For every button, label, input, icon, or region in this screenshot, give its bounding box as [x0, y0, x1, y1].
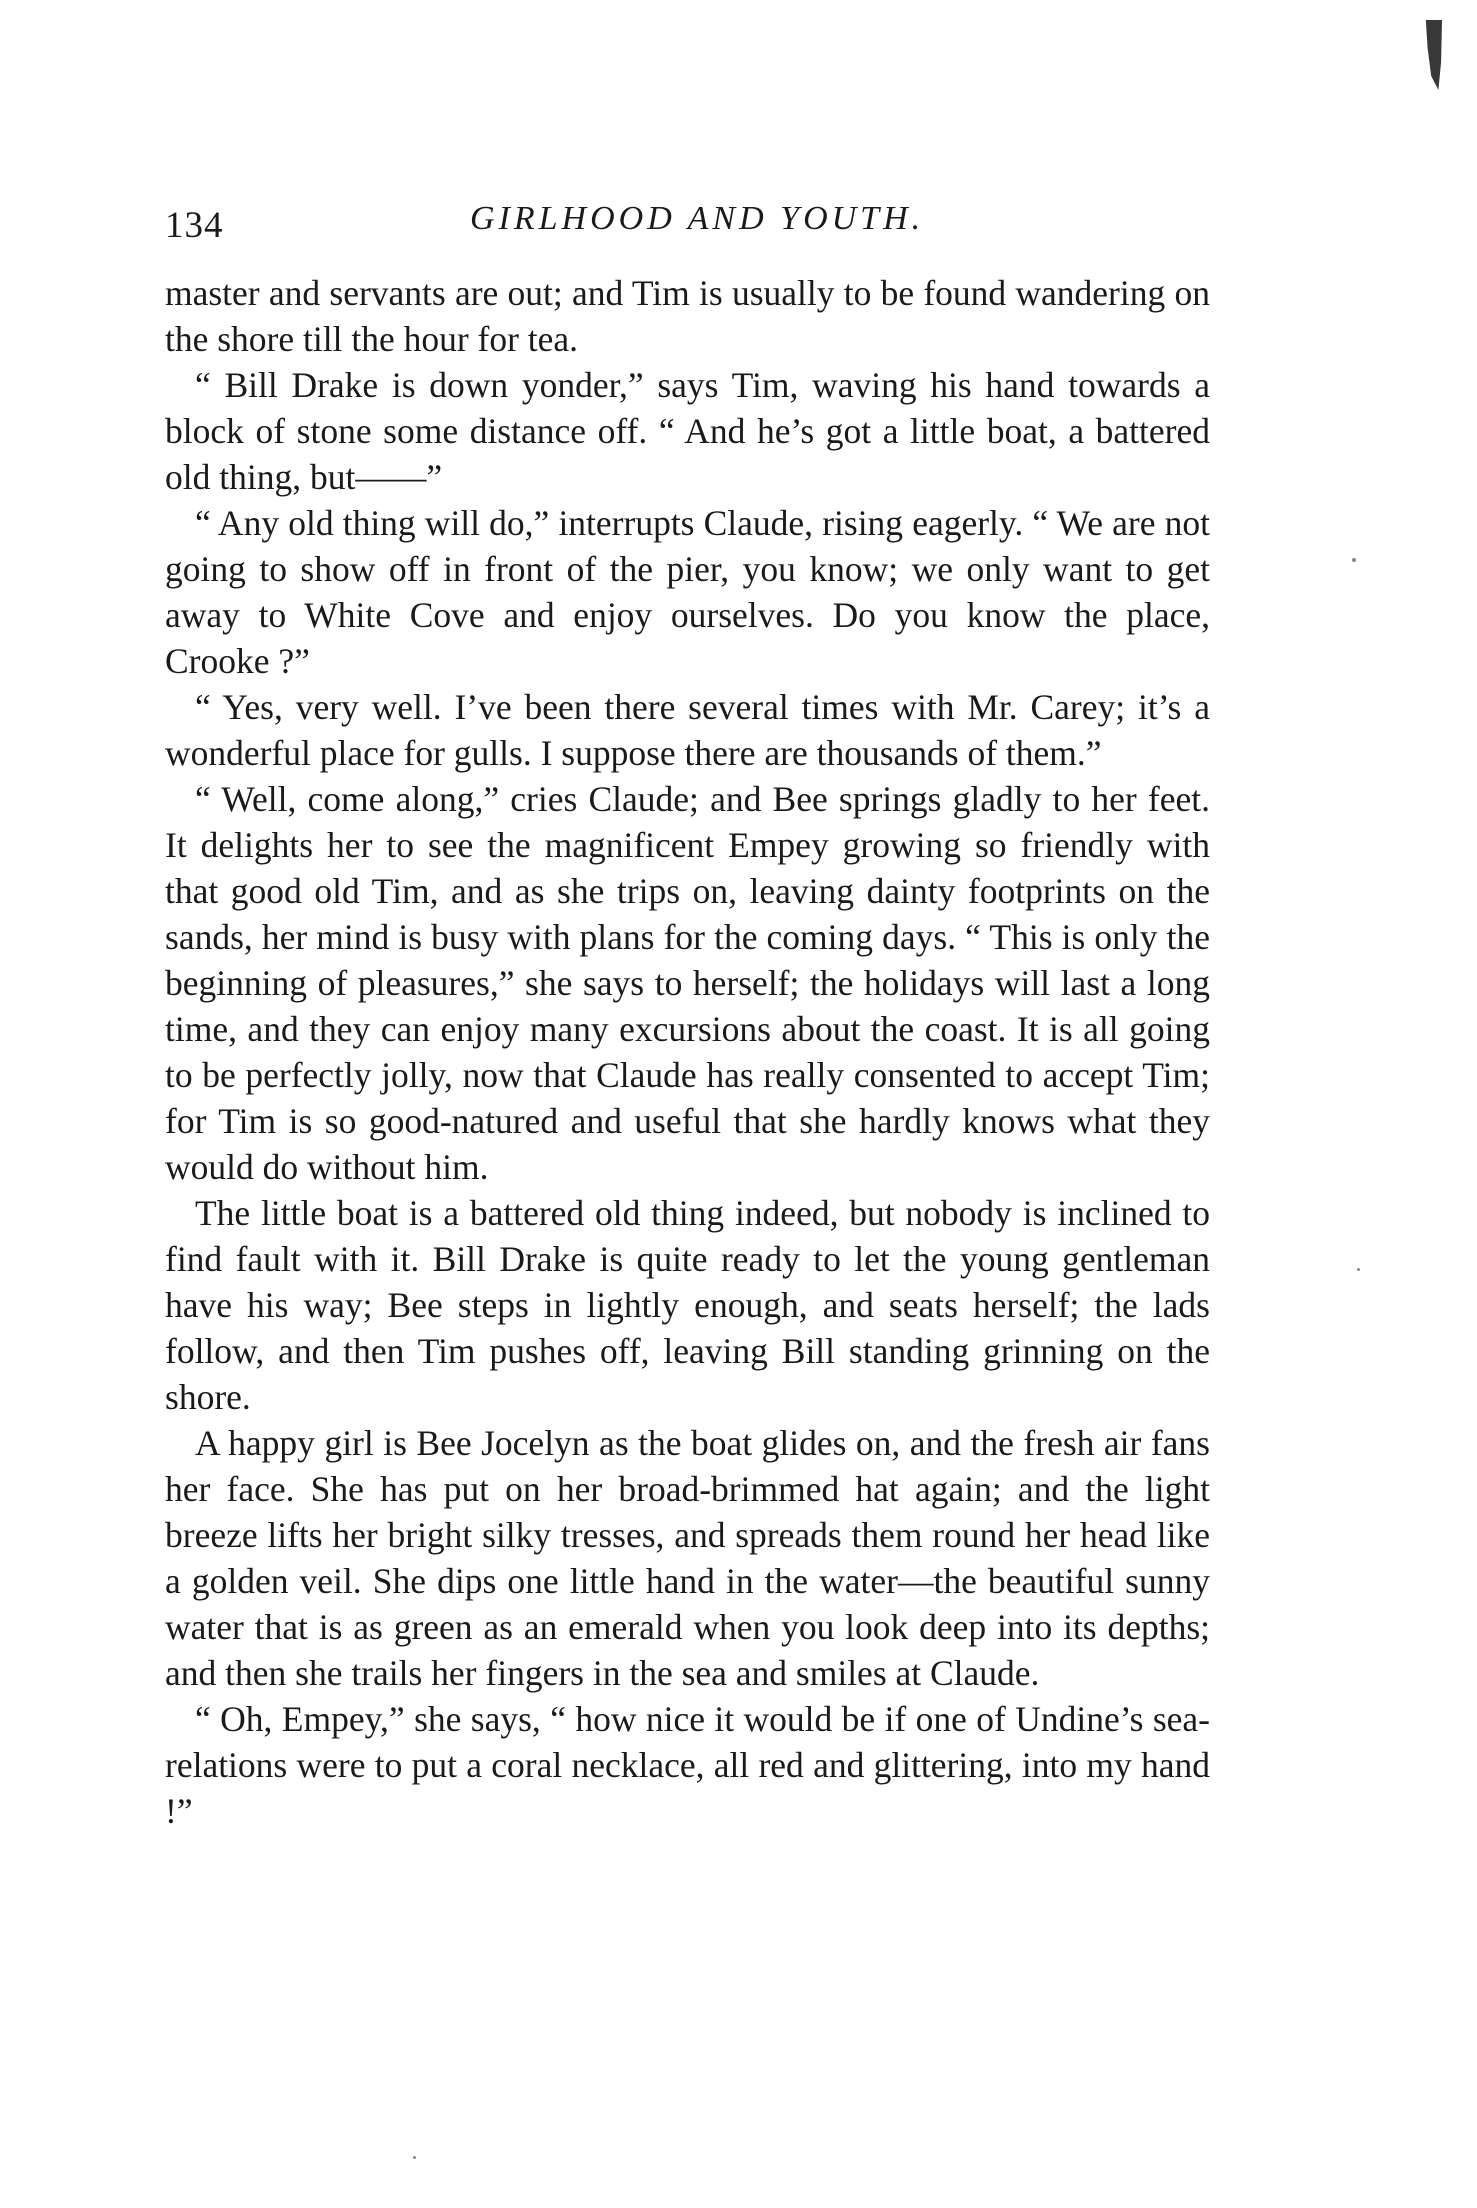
paragraph: “ Bill Drake is down yonder,” says Tim, waving his hand towards a block of stone some distance off. “ And he’s got a little boat, a battered old thing, but——”: [165, 365, 1210, 497]
body-text: [165, 270, 1210, 1834]
paragraph: The little boat is a battered old thing indeed, but nobody is inclined to find fault with it. Bill Drake is quite ready to let the young gentleman have his way; Bee steps in lightly enough, and seats herself; the lads follow, and then Tim pushes off, leaving Bill standing grinning on the shore.: [165, 1193, 1210, 1417]
paragraph: master and servants are out; and Tim is usually to be found wandering on the shore till the hour for tea.: [165, 273, 1210, 359]
page-title: GIRLHOOD AND YOUTH.: [470, 200, 925, 237]
paragraph: “ Any old thing will do,” interrupts Claude, rising eagerly. “ We are not going to show off in front of the pier, you know; we only want to get away to White Cove and enjoy ourselves. Do you know the place, Crooke ?”: [165, 503, 1210, 681]
page-number: 134: [165, 205, 224, 246]
page-edge-mark: [1424, 20, 1442, 90]
paragraph: “ Well, come along,” cries Claude; and Bee springs gladly to her feet. It delights her to see the magnificent Empey growing so friendly with that good old Tim, and as she trips on, leaving dainty footprints on the sands, her mind is busy with plans for the coming days. “ This is only the beginning of pleasures,” she says to herself; the holidays will last a long time, and they can enjoy many excursions about the coast. It is all going to be perfectly jolly, now that Claude has really consented to accept Tim; for Tim is so good-natured and useful that she hardly knows what they would do without him.: [165, 779, 1210, 1187]
paper-speck: [1352, 558, 1356, 562]
paper-speck: [1357, 1268, 1360, 1271]
paragraph: A happy girl is Bee Jocelyn as the boat glides on, and the fresh air fans her face. She has put on her broad-brimmed hat again; and the light breeze lifts her bright silky tresses, and spreads them round her head like a golden veil. She dips one little hand in the water—the beautiful sunny water that is as green as an emerald when you look deep into its depths; and then she trails her fingers in the sea and smiles at Claude.: [165, 1423, 1210, 1693]
running-head: [165, 192, 1205, 252]
paper-speck: [413, 2156, 416, 2159]
paragraph: “ Oh, Empey,” she says, “ how nice it would be if one of Undine’s sea-relations were to put a coral necklace, all red and glittering, into my hand !”: [165, 1699, 1210, 1831]
paragraph: “ Yes, very well. I’ve been there several times with Mr. Carey; it’s a wonderful place for gulls. I suppose there are thousands of them.”: [165, 687, 1210, 773]
